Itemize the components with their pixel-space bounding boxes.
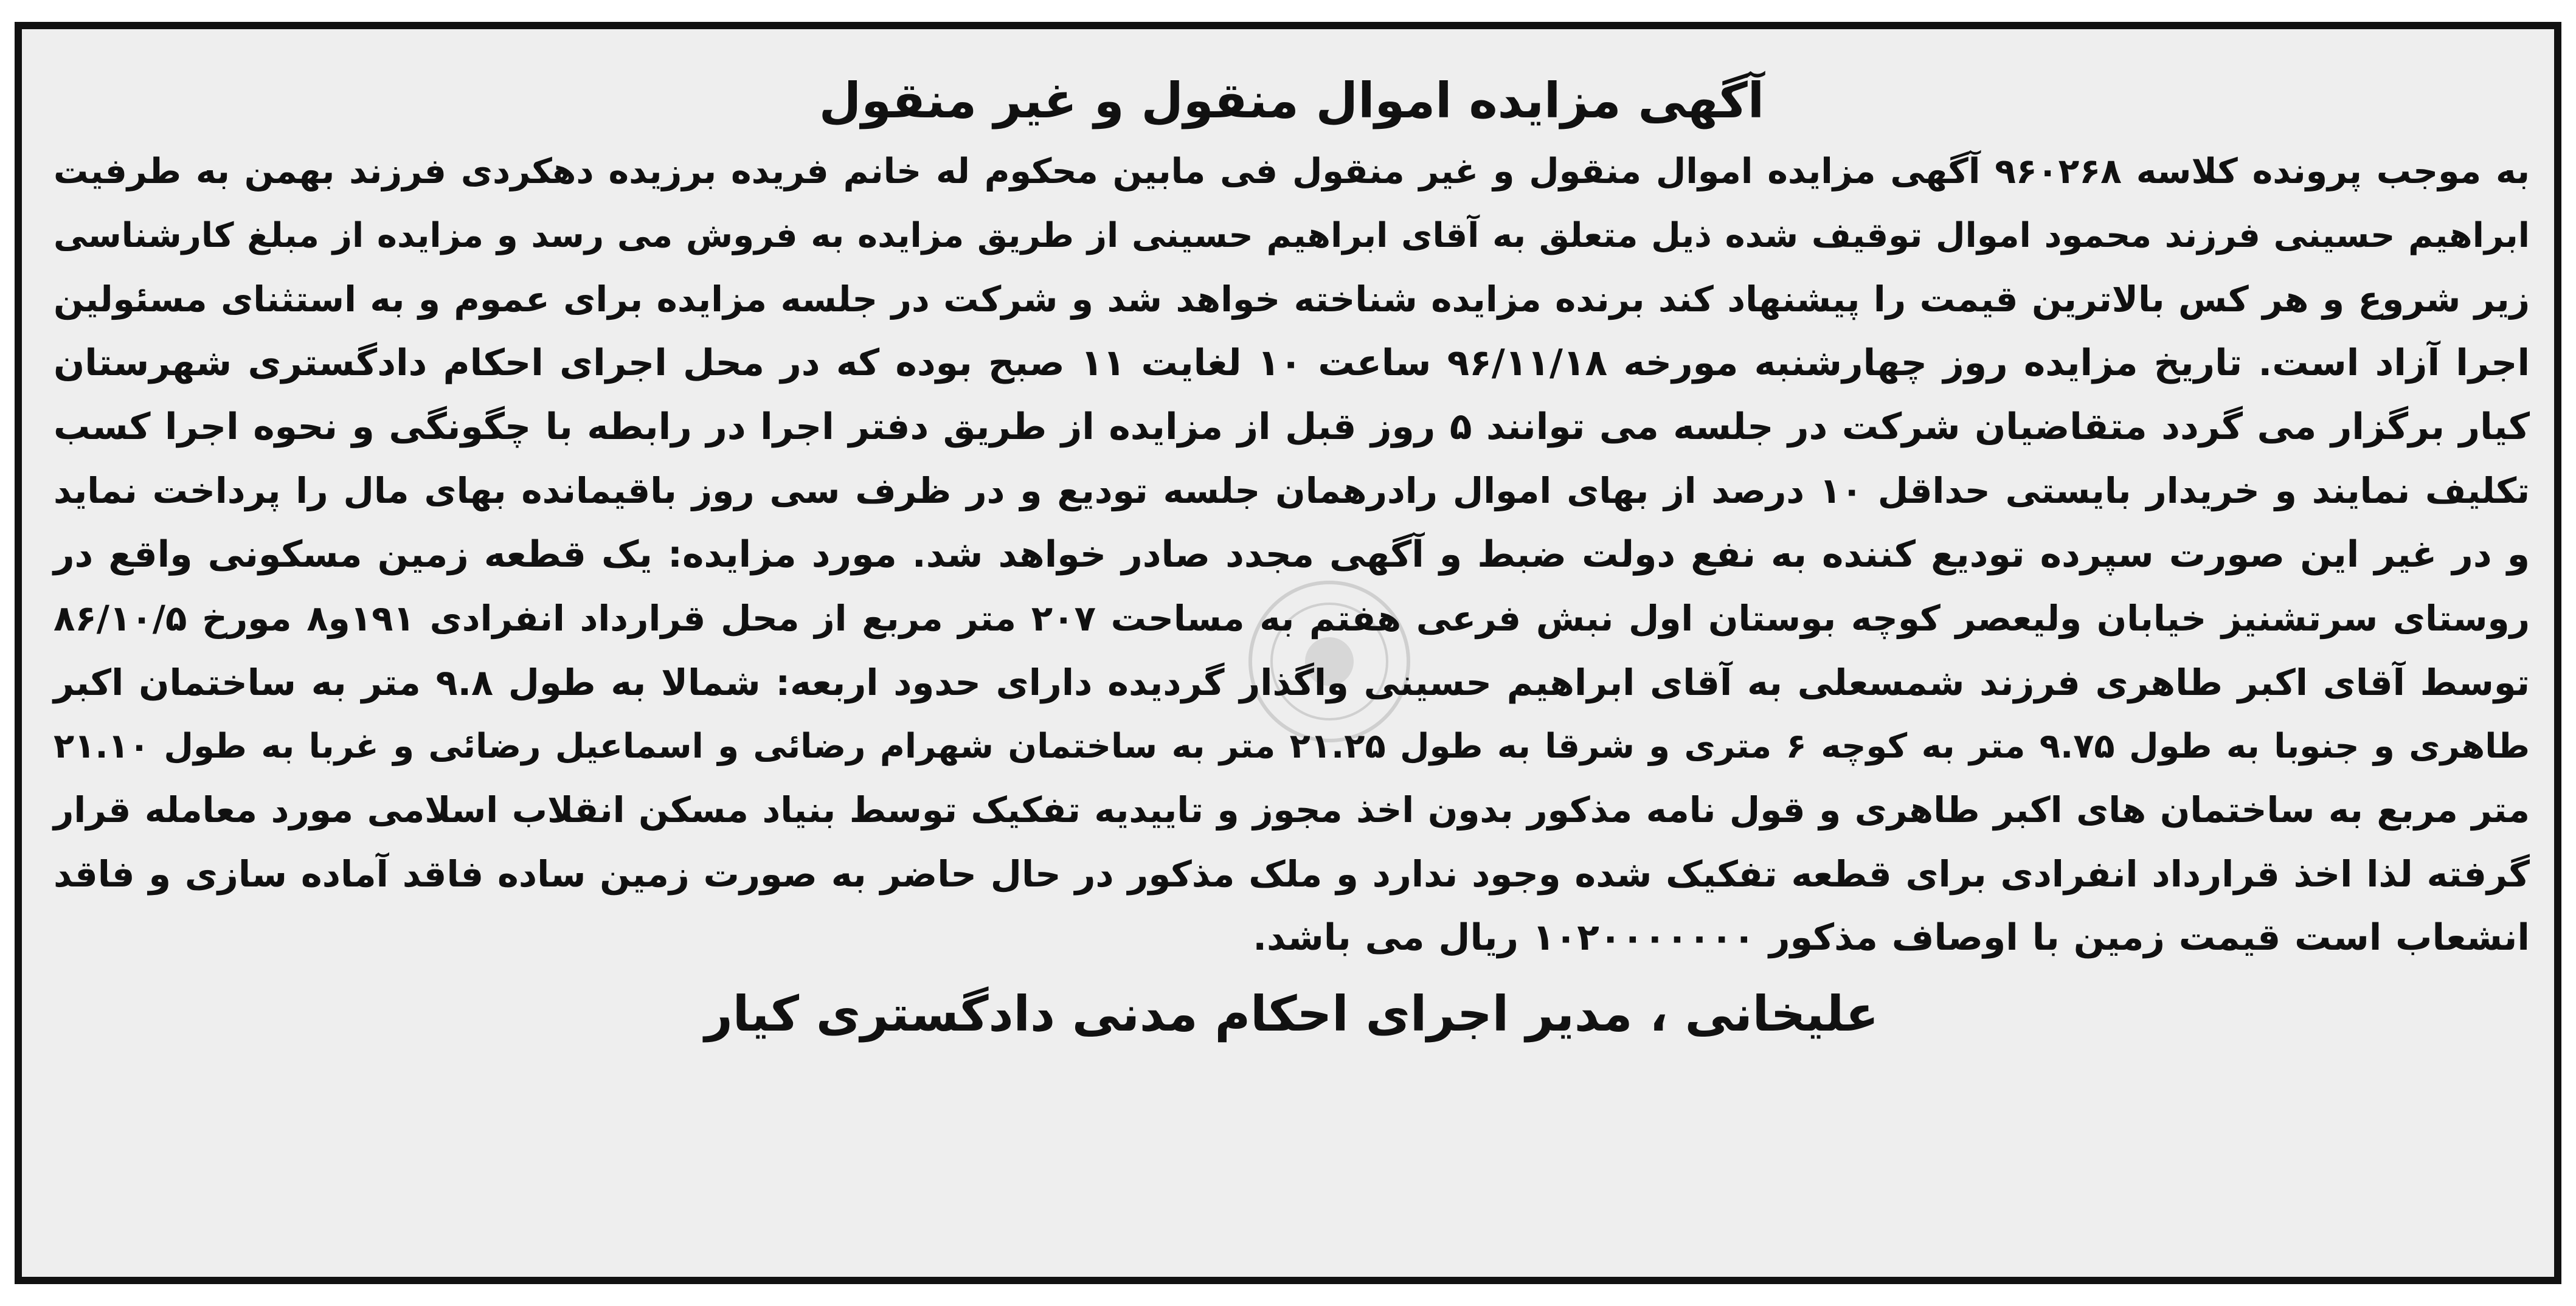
notice-title: آگهی مزایده اموال منقول و غیر منقول <box>819 72 1765 129</box>
body-line: به موجب پرونده کلاسه ۹۶۰۲۶۸ آگهی مزایده اموال منقول و غیر منقول فی مابین محکوم له خانم فریده برزیده دهکردی فرزند بهمن به طرفیت <box>54 151 2530 192</box>
body-line: ابراهیم حسینی فرزند محمود اموال توقیف شده ذیل متعلق به آقای ابراهیم حسینی از طریق مزایده به فروش می رسد و مزایده از مبلغ کارشناسی <box>54 216 2530 255</box>
body-line: انشعاب است قیمت زمین با اوصاف مذکور ۱۰۲۰۰۰۰۰۰۰ ریال می باشد. <box>1253 916 2530 959</box>
notice-content <box>54 64 2530 1252</box>
body-line: کیار برگزار می گردد متقاضیان شرکت در جلسه می توانند ۵ روز قبل از مزایده از طریق دفتر اجرا در رابطه با چگونگی و نحوه اجرا کسب <box>54 406 2530 448</box>
body-line: و در غیر این صورت سپرده تودیع کننده به نفع دولت ضبط و آگهی مجدد صادر خواهد شد. مورد مزایده: یک قطعه زمین مسکونی واقع در <box>54 533 2530 576</box>
notice-body <box>54 140 2530 970</box>
notice-signature: علیخانی ، مدیر اجرای احکام مدنی دادگستری کیار <box>704 986 1879 1042</box>
body-line: توسط آقای اکبر طاهری فرزند شمسعلی به آقای ابراهیم حسینی واگذار گردیده دارای حدود اربعه: شمالا به طول ۹.۸ متر به ساختمان اکبر <box>54 662 2530 703</box>
body-line: روستای سرتشنیز خیابان ولیعصر کوچه بوستان اول نبش فرعی هفتم به مساحت ۲۰۷ متر مربع از محل قرارداد انفرادی ۱۹۱و۸ مورخ ۸۶/۱۰/۵ <box>54 598 2530 639</box>
body-line: متر مربع به ساختمان های اکبر طاهری و قول نامه مذکور بدون اخذ مجوز و تاییدیه تفکیک توسط بنیاد مسکن انقلاب اسلامی مورد معامله قرار <box>54 789 2530 831</box>
body-line: زیر شروع و هر کس بالاترین قیمت را پیشنهاد کند برنده مزایده شناخته خواهد شد و شرکت در جلسه مزایده برای عموم و به استثنای مسئولین <box>54 278 2530 320</box>
body-line: اجرا آزاد است. تاریخ مزایده روز چهارشنبه مورخه ۹۶/۱۱/۱۸ ساعت ۱۰ لغایت ۱۱ صبح بوده که در محل اجرای احکام دادگستری شهرستان <box>54 342 2530 384</box>
body-line: طاهری و جنوبا به طول ۹.۷۵ متر به کوچه ۶ متری و شرقا به طول ۲۱.۲۵ متر به ساختمان شهرام رضائی و اسماعیل رضائی و غربا به طول ۲۱.۱۰ <box>54 727 2530 766</box>
body-line: گرفته لذا اخذ قرارداد انفرادی برای قطعه تفکیک شده وجود ندارد و ملک مذکور در حال حاضر به صورت زمین ساده فاقد آماده سازی و فاقد <box>54 853 2530 895</box>
body-line: تکلیف نمایند و خریدار بایستی حداقل ۱۰ درصد از بهای اموال رادرهمان جلسه تودیع و در ظرف سی روز باقیمانده بهای مال را پرداخت نماید <box>54 470 2530 511</box>
notice-frame <box>15 22 2561 1284</box>
